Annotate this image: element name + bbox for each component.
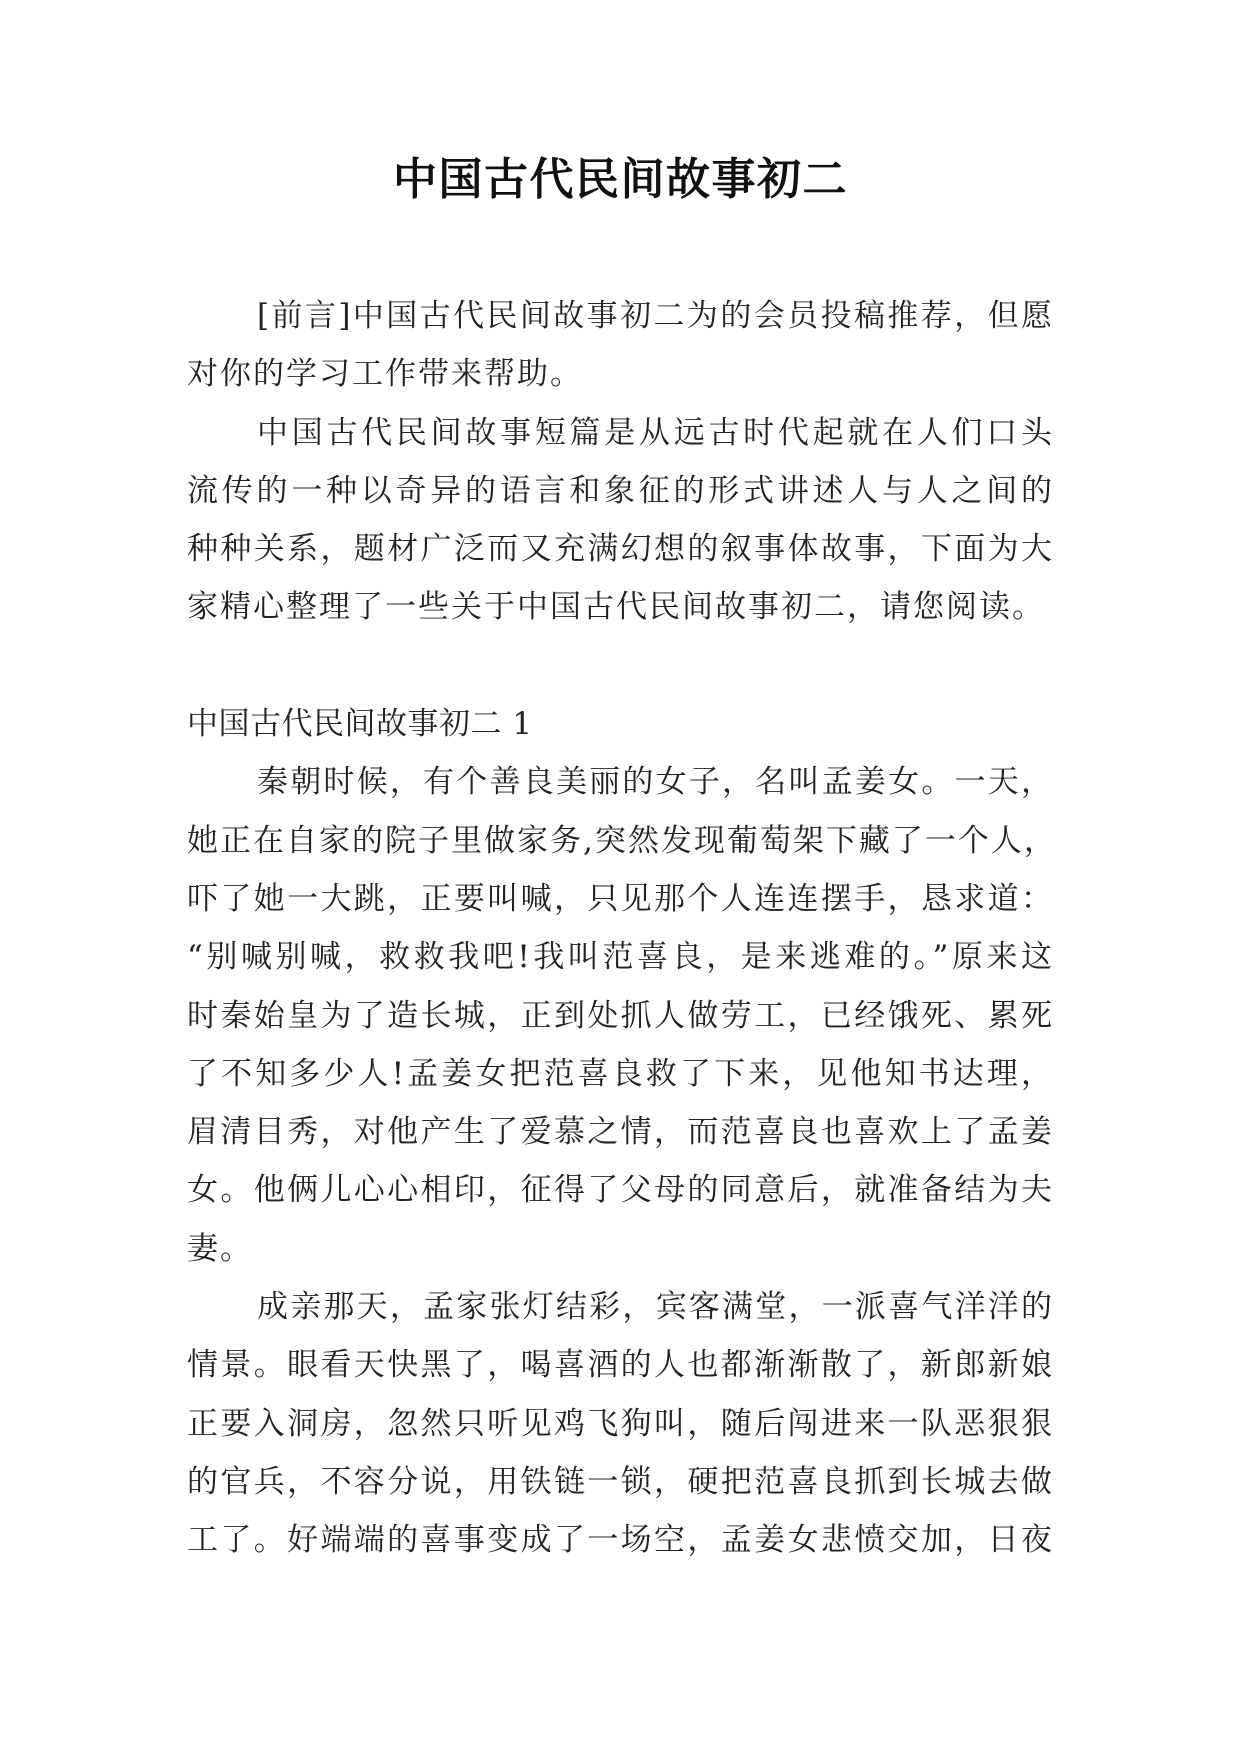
story-line: 她正在自家的院子里做家务,突然发现葡萄架下藏了一个人， [187,822,1057,859]
story-line: 情景。眼看天快黑了，喝喜酒的人也都渐渐散了，新郎新娘 [187,1347,1054,1384]
story-line: 正要入洞房，忽然只听见鸡飞狗叫，随后闯进来一队恶狠狠 [187,1405,1054,1442]
story-line: 成亲那天，孟家张灯结彩，宾客满堂，一派喜气洋洋的 [257,1289,1054,1326]
story-line: 吓了她一大跳，正要叫喊，只见那个人连连摆手，恳求道： [187,880,1054,917]
intro-line: 流传的一种以奇异的语言和象征的形式讲述人与人之间的 [187,472,1054,509]
section-heading: 中国古代民间故事初二 1 [187,706,533,743]
story-line: 眉清目秀，对他产生了爱慕之情，而范喜良也喜欢上了孟姜 [187,1114,1054,1151]
intro-line: 种种关系，题材广泛而又充满幻想的叙事体故事，下面为大 [187,531,1054,568]
story-line: 秦朝时候，有个善良美丽的女子，名叫孟姜女。一天， [257,764,1054,801]
story-line: 了不知多少人!孟姜女把范喜良救了下来，见他知书达理， [187,1055,1054,1092]
story-paragraph [187,1278,1054,1569]
story-line: “别喊别喊，救救我吧!我叫范喜良，是来逃难的。”原来这 [187,939,1054,976]
intro-line: 家精心整理了一些关于中国古代民间故事初二，请您阅读。 [187,589,1045,626]
preface-line: [前言]中国古代民间故事初二为的会员投稿推荐，但愿 [257,298,1054,334]
document-body [187,287,1057,1570]
story-line: 妻。 [187,1230,253,1267]
preface-paragraph [187,287,1054,404]
page-title: 中国古代民间故事初二 [393,154,848,205]
intro-line: 中国古代民间故事短篇是从远古时代起就在人们口头 [257,414,1054,451]
story-line: 的官兵，不容分说，用铁链一锁，硬把范喜良抓到长城去做 [187,1463,1054,1500]
intro-paragraph [187,404,1054,637]
story-line: 工了。好端端的喜事变成了一场空，孟姜女悲愤交加，日夜 [187,1522,1054,1559]
story-line: 女。他俩儿心心相印，征得了父母的同意后，就准备结为夫 [187,1172,1054,1209]
story-paragraph [187,753,1057,1278]
preface-line: 对你的学习工作带来帮助。 [187,356,583,393]
story-line: 时秦始皇为了造长城，正到处抓人做劳工，已经饿死、累死 [187,997,1054,1034]
